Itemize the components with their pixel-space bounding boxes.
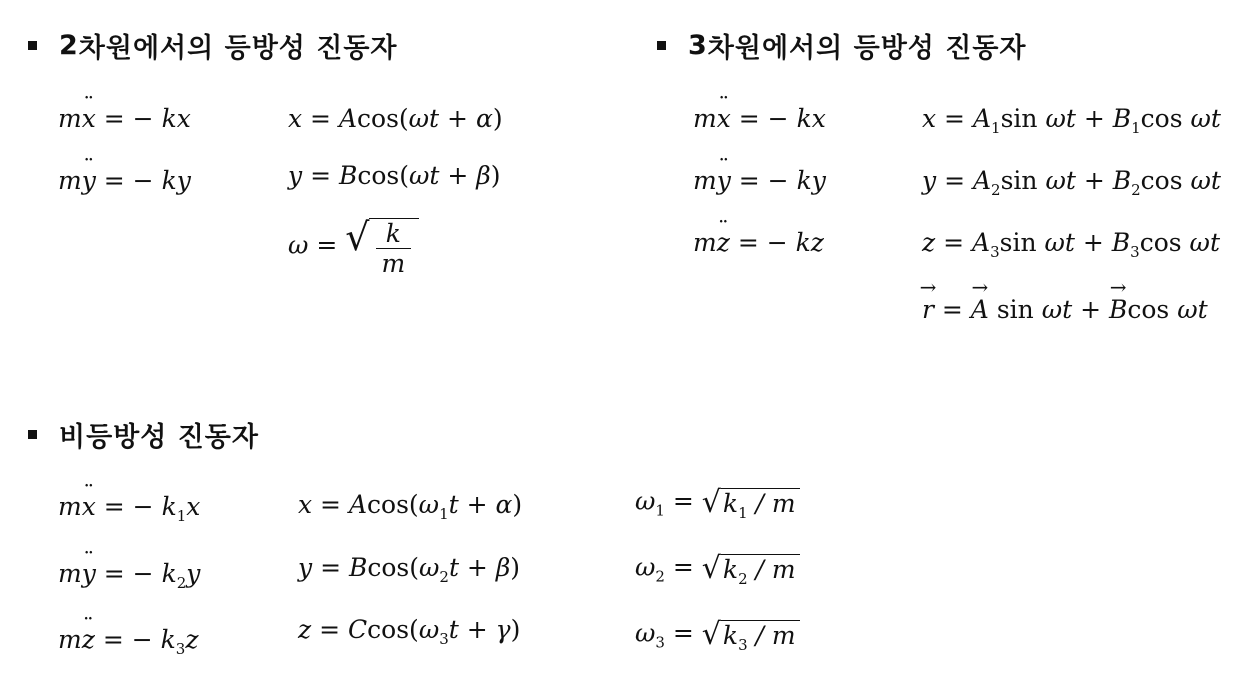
bullet-icon [657,41,666,50]
eq-3d-solution-z: $z = A_3\sin$ $\omega t + B_3\cos$ ωt [922,228,1220,261]
eq-2d-force-x: m¨ x = − kx [58,106,191,131]
bullet-icon [28,430,37,439]
eq-aniso-solution-z: $z = Ccos(\omega_3t + \gamma)$ [298,615,521,648]
eq-aniso-omega-1: $\omega_1$ = √ $k_1$ / m [635,488,800,518]
eq-2d-solution-y: y = Bcos(ωt + β) [288,161,501,190]
heading-number: 2 [59,30,79,61]
heading-text: 차원에서의 등방성 진동자 [707,33,1027,64]
eq-3d-solution-x: $x = A_1\sin$ $\omega t + B_1\cos$ ωt [922,104,1221,137]
section-heading-2d-isotropic [28,26,398,65]
eq-aniso-solution-x: $x = Acos(\omega_1t + \alpha)$ [298,490,523,523]
eq-3d-vector: → r = → A sin ωt + → Bcos ωt [922,297,1208,322]
section-heading-anisotropic [28,415,259,454]
eq-2d-solution-x: x = Acos(ωt + α) [288,104,503,133]
heading-number: 3 [688,30,708,61]
eq-aniso-solution-y: $y = Bcos(\omega_2t + \beta)$ [298,553,521,586]
section-heading-3d-isotropic [657,26,1027,65]
eq-aniso-force-z: m¨ z = − $k_3z$ [58,627,199,652]
eq-3d-force-z: m¨ z = − kz [693,230,824,255]
eq-aniso-force-y: m¨ y = − $k_2y$ [58,561,200,586]
eq-aniso-omega-3: $\omega_3$ = √ $k_3$ / m [635,620,800,650]
eq-3d-force-y: m¨ y = − ky [693,168,826,193]
eq-2d-force-y: m¨ y = − ky [58,168,191,193]
eq-3d-solution-y: $y = A_2\sin$ $\omega t + B_2\cos$ ωt [922,166,1221,199]
eq-aniso-force-x: m¨ x = − $k_1x$ [58,494,200,519]
eq-2d-omega: ω = √ $\frac{k}{m}$ [288,218,419,276]
bullet-icon [28,41,37,50]
eq-aniso-omega-2: $\omega_2$ = √ $k_2$ / m [635,554,800,584]
heading-text: 비등방성 진동자 [59,422,259,453]
heading-text: 차원에서의 등방성 진동자 [78,33,398,64]
eq-3d-force-x: m¨ x = − kx [693,106,826,131]
